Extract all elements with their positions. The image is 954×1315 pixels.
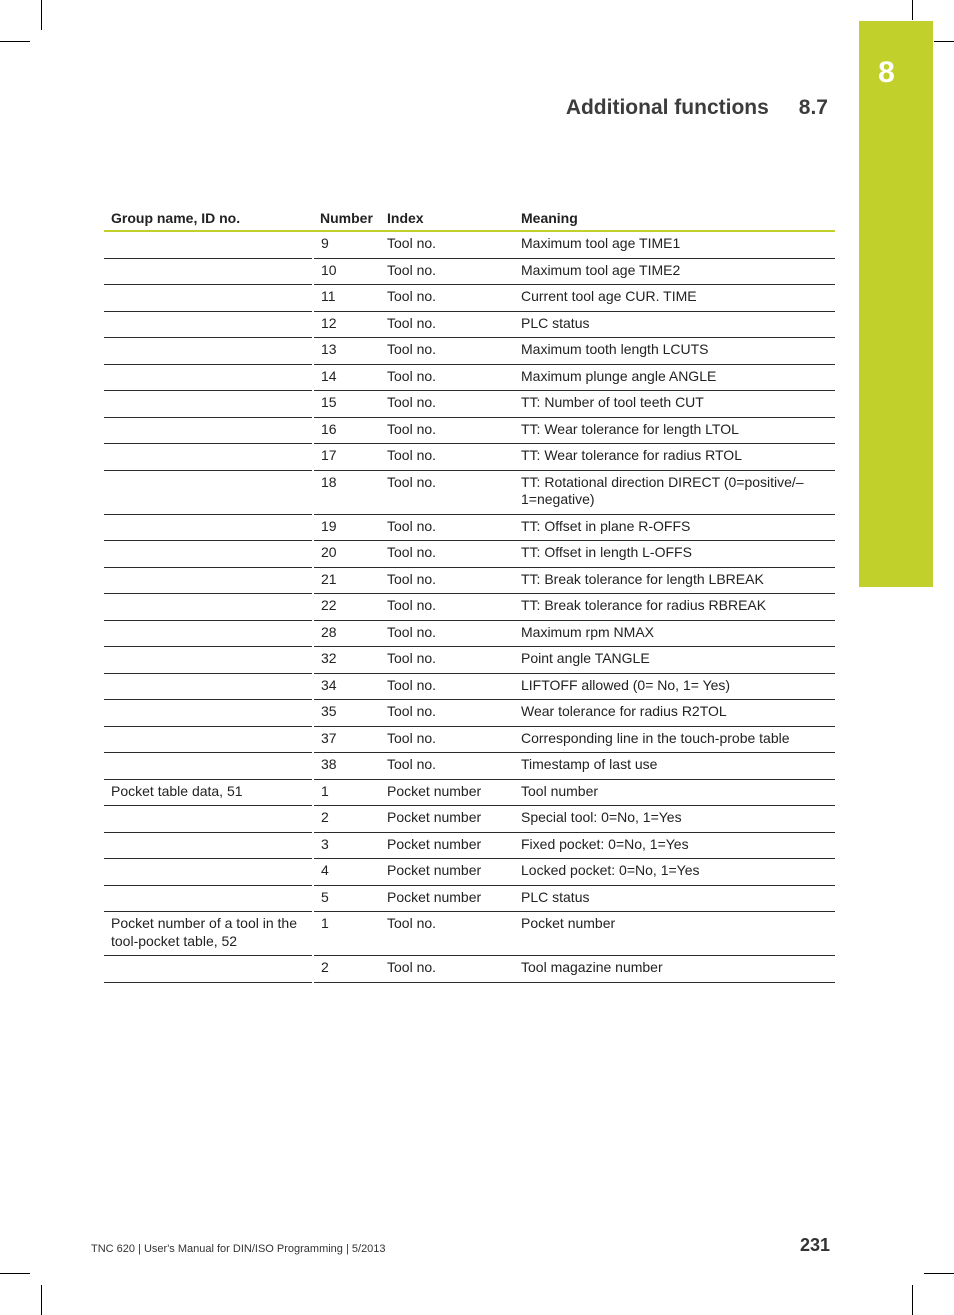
crop-mark (41, 0, 42, 30)
crop-mark (934, 41, 954, 42)
table-row (104, 567, 835, 594)
cell-number: 18 (313, 470, 380, 514)
cell-number: 17 (313, 444, 380, 471)
cell-index: Tool no. (380, 594, 514, 621)
cell-group (104, 673, 313, 700)
cell-meaning: Timestamp of last use (514, 753, 835, 780)
table-row (104, 364, 835, 391)
cell-number: 19 (313, 514, 380, 541)
cell-meaning: TT: Break tolerance for radius RBREAK (514, 594, 835, 621)
cell-meaning: Maximum tool age TIME2 (514, 258, 835, 285)
cell-group (104, 364, 313, 391)
cell-number: 32 (313, 647, 380, 674)
cell-index: Tool no. (380, 391, 514, 418)
cell-group (104, 700, 313, 727)
cell-index: Tool no. (380, 417, 514, 444)
cell-group (104, 470, 313, 514)
cell-index: Pocket number (380, 859, 514, 886)
cell-index: Pocket number (380, 779, 514, 806)
cell-group (104, 594, 313, 621)
cell-index: Tool no. (380, 231, 514, 258)
cell-number: 15 (313, 391, 380, 418)
cell-index: Tool no. (380, 567, 514, 594)
table-row (104, 285, 835, 312)
table-row (104, 417, 835, 444)
table-row (104, 231, 835, 258)
cell-number: 28 (313, 620, 380, 647)
table-row (104, 806, 835, 833)
cell-meaning: Maximum tooth length LCUTS (514, 338, 835, 365)
footer-text: TNC 620 | User's Manual for DIN/ISO Programming | 5/2013 (91, 1243, 386, 1255)
parameter-table (104, 205, 835, 983)
cell-group (104, 647, 313, 674)
cell-group (104, 417, 313, 444)
cell-group (104, 885, 313, 912)
cell-number: 4 (313, 859, 380, 886)
cell-number: 11 (313, 285, 380, 312)
cell-index: Tool no. (380, 364, 514, 391)
cell-meaning: Point angle TANGLE (514, 647, 835, 674)
table-row (104, 832, 835, 859)
cell-number: 16 (313, 417, 380, 444)
cell-group (104, 444, 313, 471)
chapter-number: 8 (878, 56, 895, 89)
cell-index: Tool no. (380, 700, 514, 727)
crop-mark (912, 1285, 913, 1315)
cell-meaning: TT: Number of tool teeth CUT (514, 391, 835, 418)
header-index: Index (380, 205, 514, 231)
table-row (104, 514, 835, 541)
header-section: 8.7 (798, 96, 828, 119)
cell-number: 35 (313, 700, 380, 727)
cell-number: 1 (313, 912, 380, 956)
cell-number: 20 (313, 541, 380, 568)
table-row (104, 258, 835, 285)
header-number: Number (313, 205, 380, 231)
cell-number: 12 (313, 311, 380, 338)
table-row (104, 726, 835, 753)
cell-meaning: Special tool: 0=No, 1=Yes (514, 806, 835, 833)
cell-meaning: TT: Offset in plane R-OFFS (514, 514, 835, 541)
page-header (566, 96, 828, 120)
cell-index: Tool no. (380, 470, 514, 514)
cell-group (104, 832, 313, 859)
cell-group (104, 311, 313, 338)
header-group: Group name, ID no. (104, 205, 313, 231)
cell-number: 37 (313, 726, 380, 753)
cell-number: 9 (313, 231, 380, 258)
cell-number: 10 (313, 258, 380, 285)
cell-number: 14 (313, 364, 380, 391)
cell-group (104, 391, 313, 418)
cell-meaning: Current tool age CUR. TIME (514, 285, 835, 312)
cell-meaning: TT: Wear tolerance for radius RTOL (514, 444, 835, 471)
cell-group (104, 753, 313, 780)
chapter-tab (859, 21, 933, 587)
cell-group: Pocket number of a tool in the tool-pocket table, 52 (104, 912, 313, 956)
table-row (104, 673, 835, 700)
crop-mark (912, 0, 913, 20)
table-row (104, 444, 835, 471)
cell-meaning: Maximum tool age TIME1 (514, 231, 835, 258)
table-row (104, 859, 835, 886)
cell-number: 2 (313, 806, 380, 833)
cell-group (104, 338, 313, 365)
cell-number: 13 (313, 338, 380, 365)
table-row (104, 647, 835, 674)
cell-meaning: PLC status (514, 885, 835, 912)
cell-index: Tool no. (380, 647, 514, 674)
table-row (104, 391, 835, 418)
cell-number: 1 (313, 779, 380, 806)
cell-number: 2 (313, 956, 380, 983)
cell-index: Pocket number (380, 806, 514, 833)
cell-index: Tool no. (380, 541, 514, 568)
cell-index: Tool no. (380, 956, 514, 983)
table-row (104, 885, 835, 912)
table-row (104, 956, 835, 983)
table-row (104, 779, 835, 806)
table-row (104, 753, 835, 780)
cell-group (104, 285, 313, 312)
cell-index: Tool no. (380, 338, 514, 365)
header-meaning: Meaning (514, 205, 835, 231)
cell-group (104, 859, 313, 886)
cell-index: Tool no. (380, 311, 514, 338)
cell-meaning: LIFTOFF allowed (0= No, 1= Yes) (514, 673, 835, 700)
cell-number: 34 (313, 673, 380, 700)
cell-index: Pocket number (380, 885, 514, 912)
cell-meaning: Fixed pocket: 0=No, 1=Yes (514, 832, 835, 859)
cell-group (104, 806, 313, 833)
cell-number: 38 (313, 753, 380, 780)
cell-number: 21 (313, 567, 380, 594)
cell-index: Tool no. (380, 673, 514, 700)
crop-mark (41, 1285, 42, 1315)
cell-number: 5 (313, 885, 380, 912)
table-row (104, 541, 835, 568)
cell-group (104, 620, 313, 647)
table-row (104, 912, 835, 956)
table-row (104, 620, 835, 647)
cell-index: Tool no. (380, 753, 514, 780)
cell-group (104, 567, 313, 594)
table-row (104, 470, 835, 514)
page-number: 231 (799, 1235, 830, 1255)
cell-meaning: Tool magazine number (514, 956, 835, 983)
table-row (104, 311, 835, 338)
cell-meaning: Wear tolerance for radius R2TOL (514, 700, 835, 727)
header-title: Additional functions (565, 96, 769, 119)
cell-number: 22 (313, 594, 380, 621)
table-row (104, 700, 835, 727)
crop-mark (0, 41, 30, 42)
cell-group (104, 726, 313, 753)
cell-meaning: TT: Rotational direction DIRECT (0=positive/–1=negative) (514, 470, 835, 514)
cell-index: Tool no. (380, 726, 514, 753)
cell-meaning: Tool number (514, 779, 835, 806)
cell-meaning: Maximum rpm NMAX (514, 620, 835, 647)
cell-index: Tool no. (380, 912, 514, 956)
table-header-row (104, 205, 835, 231)
crop-mark (0, 1273, 30, 1274)
cell-index: Tool no. (380, 258, 514, 285)
cell-meaning: Locked pocket: 0=No, 1=Yes (514, 859, 835, 886)
cell-index: Tool no. (380, 444, 514, 471)
cell-meaning: Corresponding line in the touch-probe table (514, 726, 835, 753)
cell-index: Tool no. (380, 620, 514, 647)
cell-index: Tool no. (380, 514, 514, 541)
table-row (104, 338, 835, 365)
cell-index: Pocket number (380, 832, 514, 859)
cell-index: Tool no. (380, 285, 514, 312)
cell-group (104, 541, 313, 568)
cell-group (104, 956, 313, 983)
table-row (104, 594, 835, 621)
cell-meaning: TT: Break tolerance for length LBREAK (514, 567, 835, 594)
cell-group: Pocket table data, 51 (104, 779, 313, 806)
cell-group (104, 231, 313, 258)
cell-group (104, 258, 313, 285)
cell-number: 3 (313, 832, 380, 859)
cell-meaning: TT: Wear tolerance for length LTOL (514, 417, 835, 444)
cell-group (104, 514, 313, 541)
cell-meaning: Pocket number (514, 912, 835, 956)
cell-meaning: Maximum plunge angle ANGLE (514, 364, 835, 391)
crop-mark (924, 1273, 954, 1274)
cell-meaning: TT: Offset in length L-OFFS (514, 541, 835, 568)
cell-meaning: PLC status (514, 311, 835, 338)
